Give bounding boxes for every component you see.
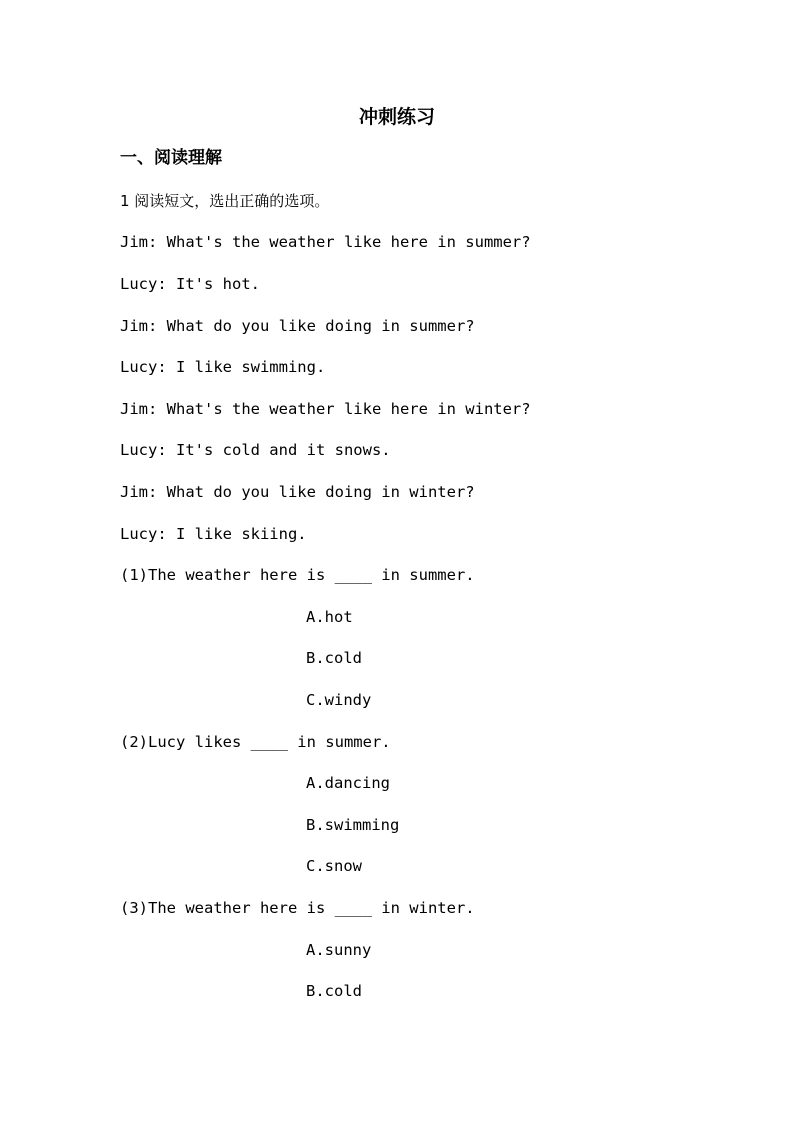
option-c: C.windy — [306, 691, 372, 709]
dialogue-line: Jim: What do you like doing in summer? — [120, 317, 475, 335]
option-a: A.hot — [306, 608, 353, 626]
question-stem: (3)The weather here is ____ in winter. — [120, 899, 475, 917]
option-b: B.swimming — [306, 816, 400, 834]
dialogue-line: Lucy: I like skiing. — [120, 525, 307, 543]
option-b: B.cold — [306, 649, 362, 667]
dialogue-line: Lucy: It's hot. — [120, 275, 260, 293]
dialogue-line: Jim: What's the weather like here in summer? — [120, 233, 531, 251]
page-title: 冲刺练习 — [358, 106, 435, 128]
instruction-text: 1 阅读短文，选出正确的选项。 — [120, 192, 330, 210]
question-stem: (2)Lucy likes ____ in summer. — [120, 733, 391, 751]
dialogue-line: Lucy: It's cold and it snows. — [120, 441, 391, 459]
option-b: B.cold — [306, 982, 362, 1000]
option-a: A.dancing — [306, 774, 390, 792]
section-heading: 一、阅读理解 — [120, 148, 222, 168]
option-c: C.snow — [306, 857, 362, 875]
option-a: A.sunny — [306, 941, 372, 959]
dialogue-line: Jim: What do you like doing in winter? — [120, 483, 475, 501]
question-stem: (1)The weather here is ____ in summer. — [120, 566, 475, 584]
dialogue-line: Jim: What's the weather like here in winter? — [120, 400, 531, 418]
dialogue-line: Lucy: I like swimming. — [120, 358, 326, 376]
